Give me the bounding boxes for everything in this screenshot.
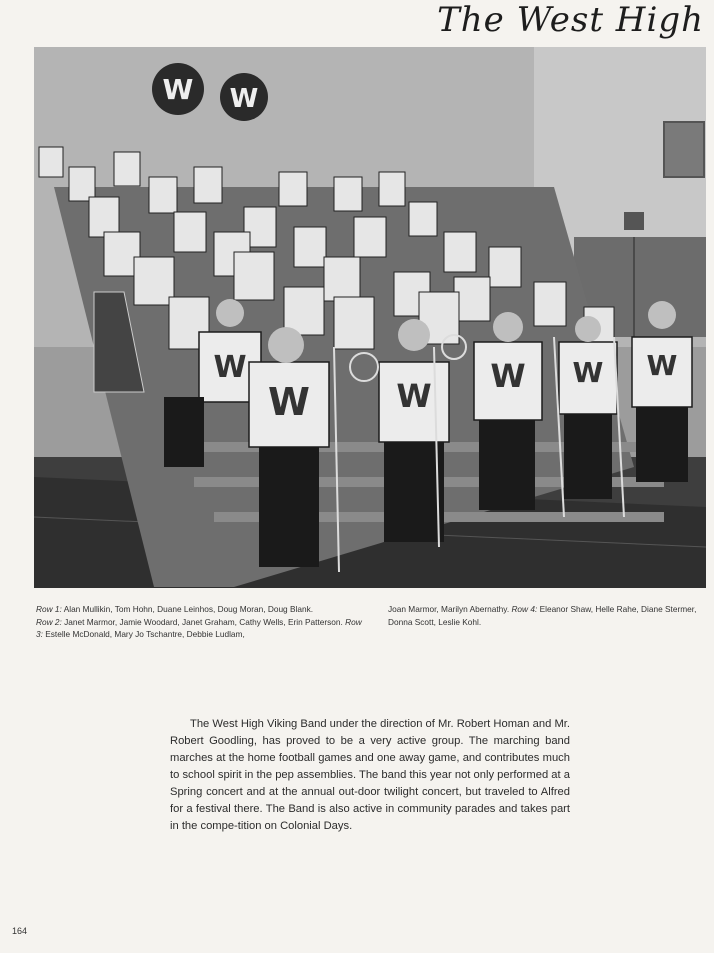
photo-caption-left: [36, 603, 366, 641]
w-sign-right-letter: W: [229, 84, 259, 114]
svg-text:W: W: [268, 380, 310, 424]
caption-row1-label: Row 1:: [36, 604, 62, 614]
svg-text:W: W: [490, 357, 526, 395]
page-header-title: The West High: [437, 0, 704, 40]
svg-text:W: W: [213, 350, 247, 385]
photo-caption-right: [388, 603, 706, 628]
caption-row3-label: Row 3:: [36, 616, 362, 639]
caption-row2-label: Row 2:: [36, 616, 62, 627]
caption-row2-names: Janet Marmor, Jamie Woodard, Janet Graham, Cathy Wells, Erin Patterson.: [64, 616, 343, 627]
caption-row3-names: Estelle McDonald, Mary Jo Tschantre, Debbie Ludlam,: [45, 629, 245, 639]
band-photo: [34, 47, 706, 588]
caption-row3-continued: Joan Marmor, Marilyn Abernathy.: [388, 604, 510, 614]
band-photo-illustration: [34, 47, 706, 588]
w-sign-left: [152, 63, 204, 115]
page-number: 164: [12, 926, 28, 936]
caption-row1-names: Alan Mullikin, Tom Hohn, Duane Leinhos, Doug Moran, Doug Blank.: [63, 604, 314, 614]
svg-text:W: W: [396, 377, 432, 415]
w-sign-right: [220, 73, 268, 121]
caption-row4-names: Eleanor Shaw, Helle Rahe, Diane Stermer, Donna Scott, Leslie Kohl.: [388, 604, 697, 627]
w-sign-left-letter: W: [162, 73, 194, 106]
band-description-paragraph: The West High Viking Band under the direction of Mr. Robert Homan and Mr. Robert Goodling, has proved to be a very active group. The marching band marches at the home football games and one away game, and contributes much to school spirit in the pep assemblies. The band this year not only performed at a Spring concert and at the annual out-door twilight concert, but traveled to Alfred for a festival there. The Band is also active in community parades and takes part in the compe-tition on Colonial Days.: [170, 718, 570, 833]
svg-text:W: W: [572, 356, 604, 389]
caption-row4-label: Row 4:: [511, 604, 538, 614]
svg-text:W: W: [646, 349, 678, 382]
